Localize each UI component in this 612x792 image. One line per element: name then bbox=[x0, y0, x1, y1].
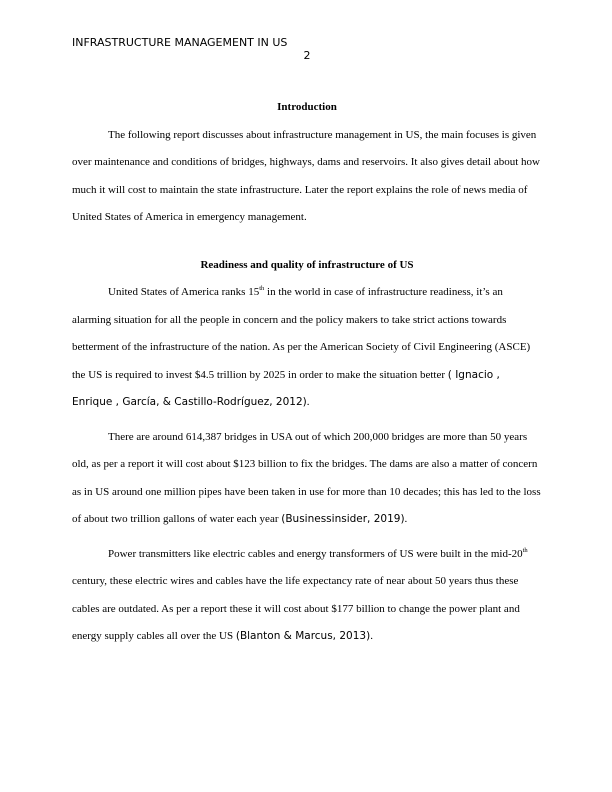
introduction-paragraph: The following report discusses about infrastructure management in US, the main focuses is given over maintenance and conditions of bridges, highways, dams and reservoirs. It also gives detail about how much it will cost to maintain the state infrastructure. Later the report explains the role of news media of United States of America in emergency management. bbox=[72, 128, 540, 223]
bridges-text: There are around 614,387 bridges in USA out of which 200,000 bridges are more than 50 years old, as per a report it will cost about $123 billion to fix the bridges. The dams are also a matter of concern as in US around one million pipes have been taken in use for more than 10 decades; this has led to the loss of about two trillion gallons of water each year bbox=[72, 430, 541, 525]
bridges-paragraph bbox=[72, 424, 542, 534]
readiness-text-rest: in the world in case of infrastructure readiness, it’s an alarming situation for all the people in concern and the policy makers to take strict actions towards betterment of the infrastructure of the nation. As per the American Society of Civil Engineering (ASCE) the US is required to invest $4.5 trillion by 2025 in order to make the situation better bbox=[72, 286, 531, 381]
paragraph-spacer bbox=[72, 534, 542, 541]
power-text-rest: century, these electric wires and cables have the life expectancy rate of near about 50 years thus these cables are outdated. As per a report these it will cost about $177 billion to change the power plant and energy supply cables all over the US bbox=[72, 575, 520, 642]
readiness-text-start: United States of America ranks 15 bbox=[108, 286, 260, 298]
readiness-heading: Readiness and quality of infrastructure of US bbox=[200, 258, 414, 271]
section-spacer bbox=[72, 232, 542, 252]
running-head: INFRASTRUCTURE MANAGEMENT IN US bbox=[72, 36, 288, 49]
ordinal-suffix: th bbox=[522, 546, 528, 554]
bridges-period: . bbox=[404, 513, 408, 525]
readiness-paragraph bbox=[72, 279, 542, 417]
document-body bbox=[72, 94, 542, 651]
power-text-start: Power transmitters like electric cables and energy transformers of US were built in the mid-20 bbox=[108, 547, 523, 560]
ordinal-suffix: th bbox=[259, 285, 265, 292]
paragraph-spacer bbox=[72, 417, 542, 424]
readiness-period: . bbox=[306, 396, 310, 408]
introduction-heading: Introduction bbox=[277, 101, 337, 113]
citation-blanton: (Blanton & Marcus, 2013) bbox=[235, 630, 371, 642]
power-paragraph bbox=[72, 541, 542, 651]
page-number: 2 bbox=[303, 49, 311, 62]
citation-ignacio: ( Ignacio , Enrique , García, & Castillo-Rodríguez, 2012) bbox=[72, 368, 500, 408]
citation-businessinsider: (Businessinsider, 2019) bbox=[281, 513, 405, 525]
power-period: . bbox=[370, 630, 373, 642]
